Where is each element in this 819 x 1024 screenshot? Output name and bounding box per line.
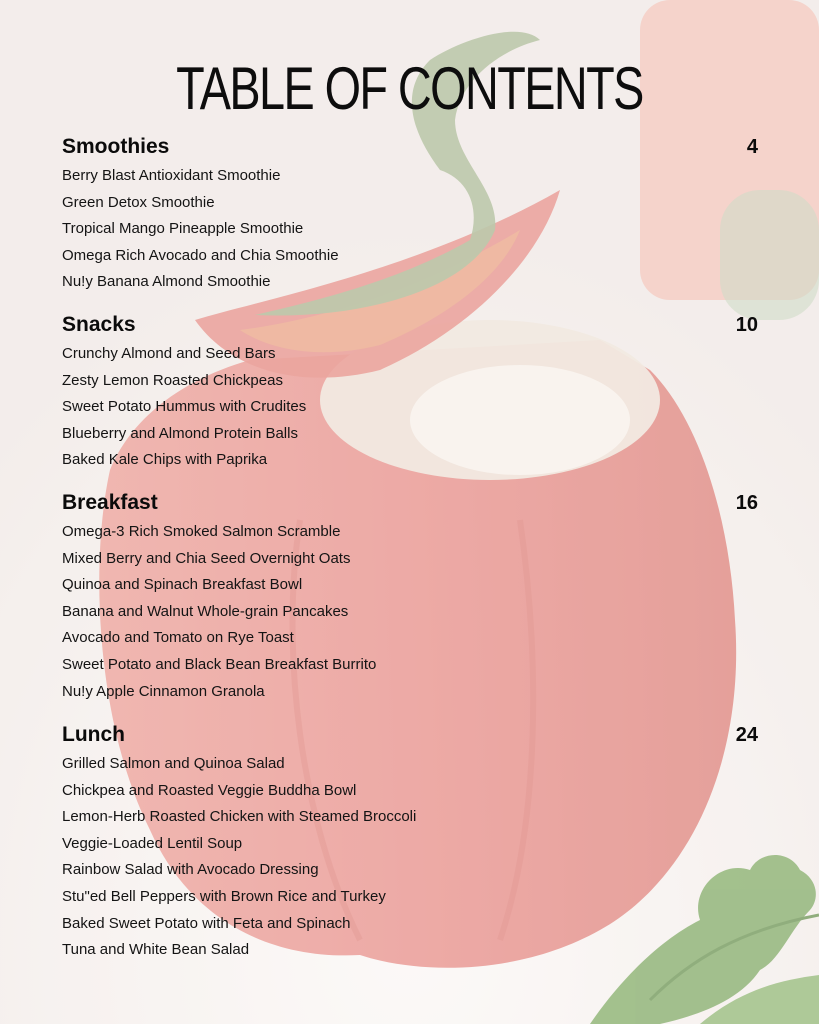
section-title: Lunch: [62, 723, 125, 746]
recipe-item: Nu!y Apple Cinnamon Granola: [62, 682, 265, 700]
recipe-item: Quinoa and Spinach Breakfast Bowl: [62, 576, 303, 594]
recipe-item: Zesty Lemon Roasted Chickpeas: [62, 371, 283, 389]
section-page-number: 4: [746, 135, 758, 158]
section-title: Breakfast: [62, 491, 158, 514]
recipe-item: Nu!y Banana Almond Smoothie: [62, 273, 271, 291]
toc-section-snacks: [62, 312, 758, 474]
recipe-item: Chickpea and Roasted Veggie Buddha Bowl: [62, 781, 357, 799]
recipe-item: Lemon-Herb Roasted Chicken with Steamed Broccoli: [62, 808, 417, 826]
recipe-item: Baked Kale Chips with Paprika: [62, 451, 268, 469]
recipe-item: Tuna and White Bean Salad: [62, 941, 250, 959]
recipe-item: Mixed Berry and Chia Seed Overnight Oats: [62, 549, 351, 567]
toc-section-lunch: [62, 722, 758, 964]
recipe-item: Berry Blast Antioxidant Smoothie: [62, 167, 281, 184]
section-header: [62, 312, 758, 338]
page-title: TABLE OF CONTENTS: [176, 55, 643, 122]
recipe-item: Sweet Potato Hummus with Crudites: [62, 398, 307, 416]
recipe-item: Crunchy Almond and Seed Bars: [62, 345, 276, 362]
recipe-list: [62, 341, 758, 474]
recipe-item: Tropical Mango Pineapple Smoothie: [62, 220, 304, 238]
recipe-item: Blueberry and Almond Protein Balls: [62, 424, 298, 442]
section-page-number: 16: [735, 491, 758, 514]
recipe-item: Banana and Walnut Whole-grain Pancakes: [62, 602, 349, 620]
section-page-number: 10: [735, 313, 758, 336]
recipe-item: Green Detox Smoothie: [62, 193, 215, 211]
recipe-list: [62, 519, 758, 705]
section-title: Smoothies: [62, 135, 170, 158]
recipe-item: Stu"ed Bell Peppers with Brown Rice and Turkey: [62, 887, 386, 905]
toc-section-smoothies: [62, 134, 758, 296]
recipe-list: [62, 163, 758, 296]
recipe-item: Baked Sweet Potato with Feta and Spinach: [62, 914, 351, 932]
section-header: [62, 722, 758, 748]
section-page-number: 24: [735, 723, 758, 746]
toc-section-breakfast: [62, 490, 758, 705]
recipe-item: Grilled Salmon and Quinoa Salad: [62, 755, 285, 772]
recipe-item: Veggie-Loaded Lentil Soup: [62, 834, 243, 852]
recipe-item: Omega Rich Avocado and Chia Smoothie: [62, 246, 339, 264]
recipe-list: [62, 751, 758, 964]
recipe-item: Avocado and Tomato on Rye Toast: [62, 629, 294, 647]
recipe-item: Rainbow Salad with Avocado Dressing: [62, 861, 319, 879]
section-header: [62, 490, 758, 516]
recipe-item: Omega-3 Rich Smoked Salmon Scramble: [62, 523, 341, 540]
section-title: Snacks: [62, 313, 136, 336]
section-header: [62, 134, 758, 160]
recipe-item: Sweet Potato and Black Bean Breakfast Burrito: [62, 655, 377, 673]
